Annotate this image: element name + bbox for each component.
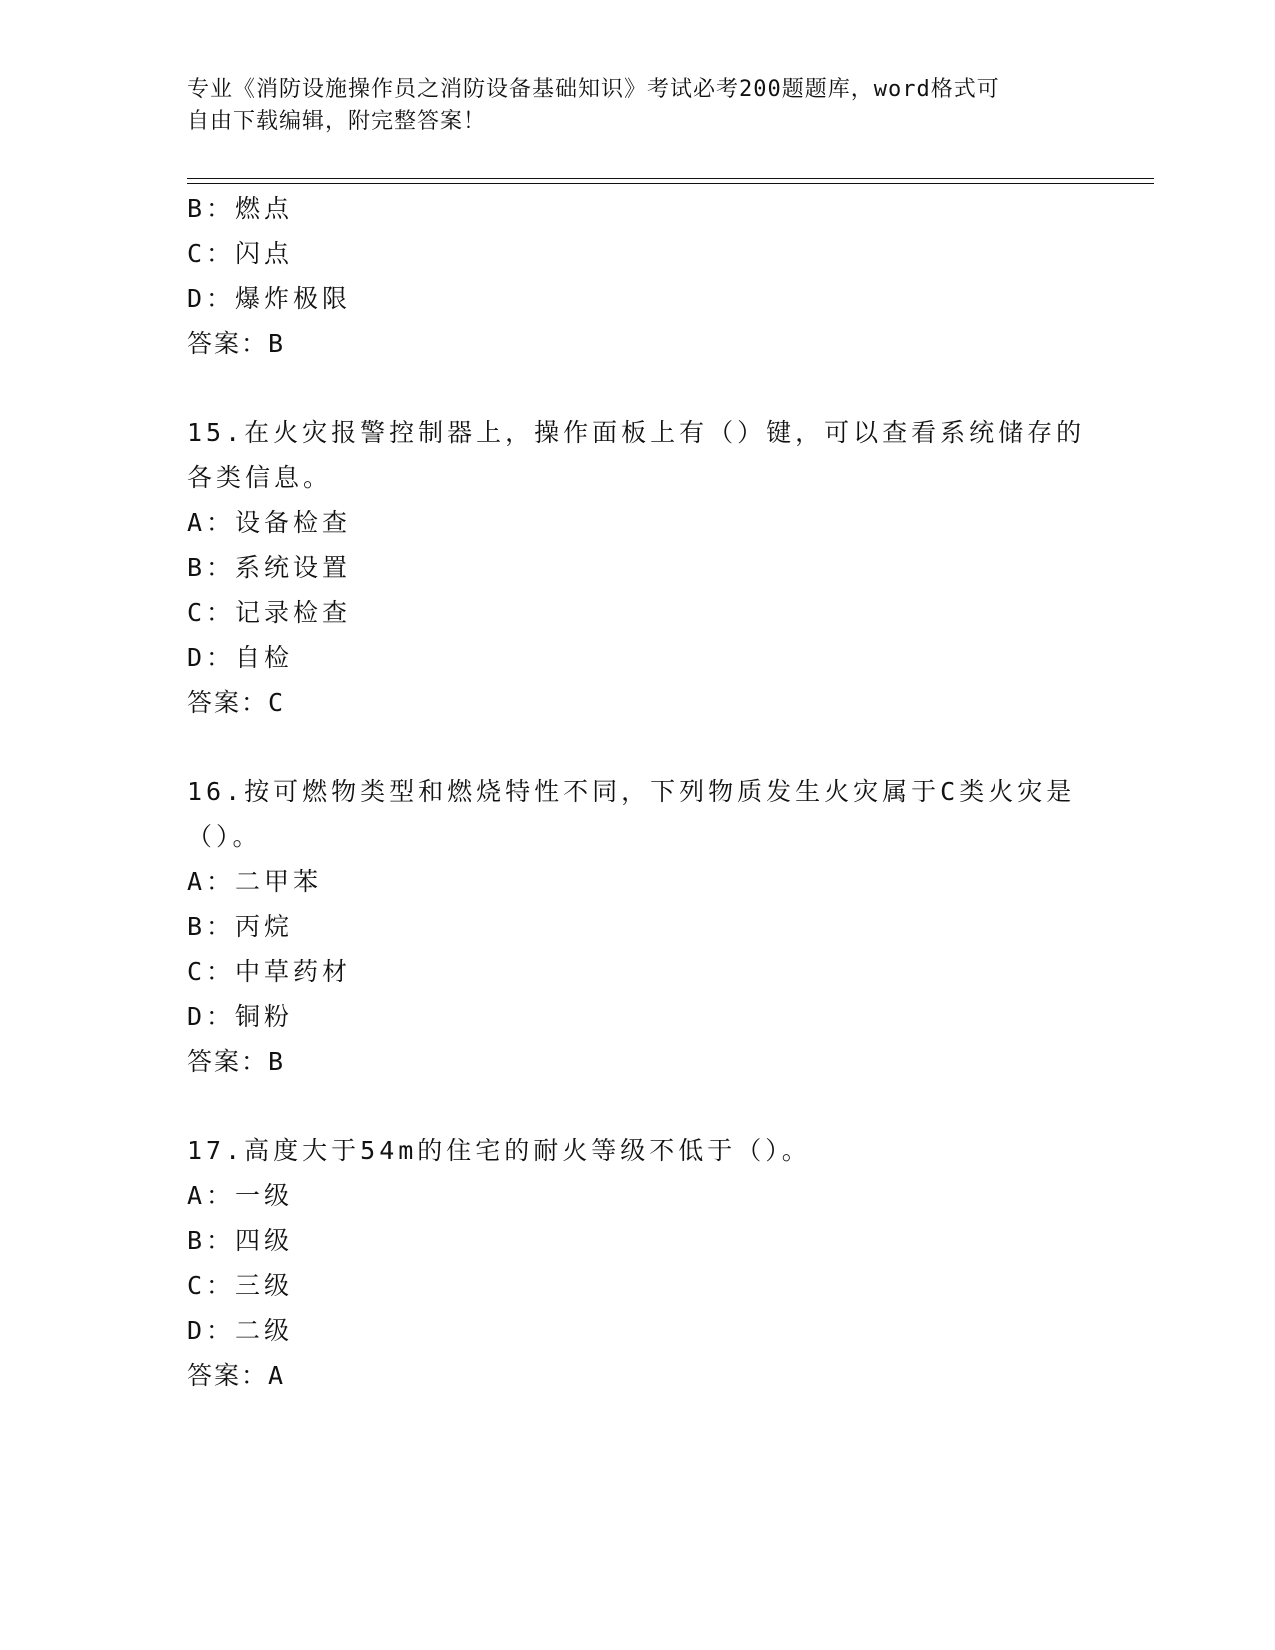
- question-17-text: 17.高度大于54m的住宅的耐火等级不低于（）。: [187, 1136, 811, 1165]
- question-15-option-d: D：自检: [187, 643, 294, 672]
- header-divider-top: [187, 178, 1154, 179]
- question-15-option-c: C：记录检查: [187, 598, 352, 627]
- question-16-answer: 答案：B: [187, 1047, 286, 1076]
- question-17-option-c: C：三级: [187, 1271, 294, 1300]
- question-16-option-a: A：二甲苯: [187, 867, 323, 896]
- question-16-text-cont: （）。: [187, 822, 262, 851]
- question-15-answer: 答案：C: [187, 688, 286, 717]
- question-17-option-a: A：一级: [187, 1181, 294, 1210]
- question-16-option-b: B：丙烷: [187, 912, 294, 941]
- prev-option-b: B：燃点: [187, 194, 294, 223]
- prev-option-c: C：闪点: [187, 239, 294, 268]
- question-16-option-c: C：中草药材: [187, 957, 352, 986]
- question-16-text: 16.按可燃物类型和燃烧特性不同，下列物质发生火灾属于C类火灾是: [187, 777, 1076, 806]
- question-17-option-d: D：二级: [187, 1316, 294, 1345]
- prev-answer: 答案：B: [187, 329, 286, 358]
- question-17-answer: 答案：A: [187, 1361, 286, 1390]
- header-line-2: 自由下载编辑，附完整答案！: [187, 109, 487, 134]
- document-header: [187, 74, 1087, 138]
- question-15-option-b: B：系统设置: [187, 553, 352, 582]
- header-line-1: 专业《消防设施操作员之消防设备基础知识》考试必考200题题库，word格式可: [187, 77, 1000, 102]
- question-16-option-d: D：铜粉: [187, 1002, 294, 1031]
- question-15-text: 15.在火灾报警控制器上，操作面板上有（）键，可以查看系统储存的: [187, 418, 1086, 447]
- question-15-option-a: A：设备检查: [187, 508, 352, 537]
- question-15-text-cont: 各类信息。: [187, 463, 333, 492]
- header-divider-bottom: [187, 183, 1154, 184]
- question-17-option-b: B：四级: [187, 1226, 294, 1255]
- prev-option-d: D：爆炸极限: [187, 284, 352, 313]
